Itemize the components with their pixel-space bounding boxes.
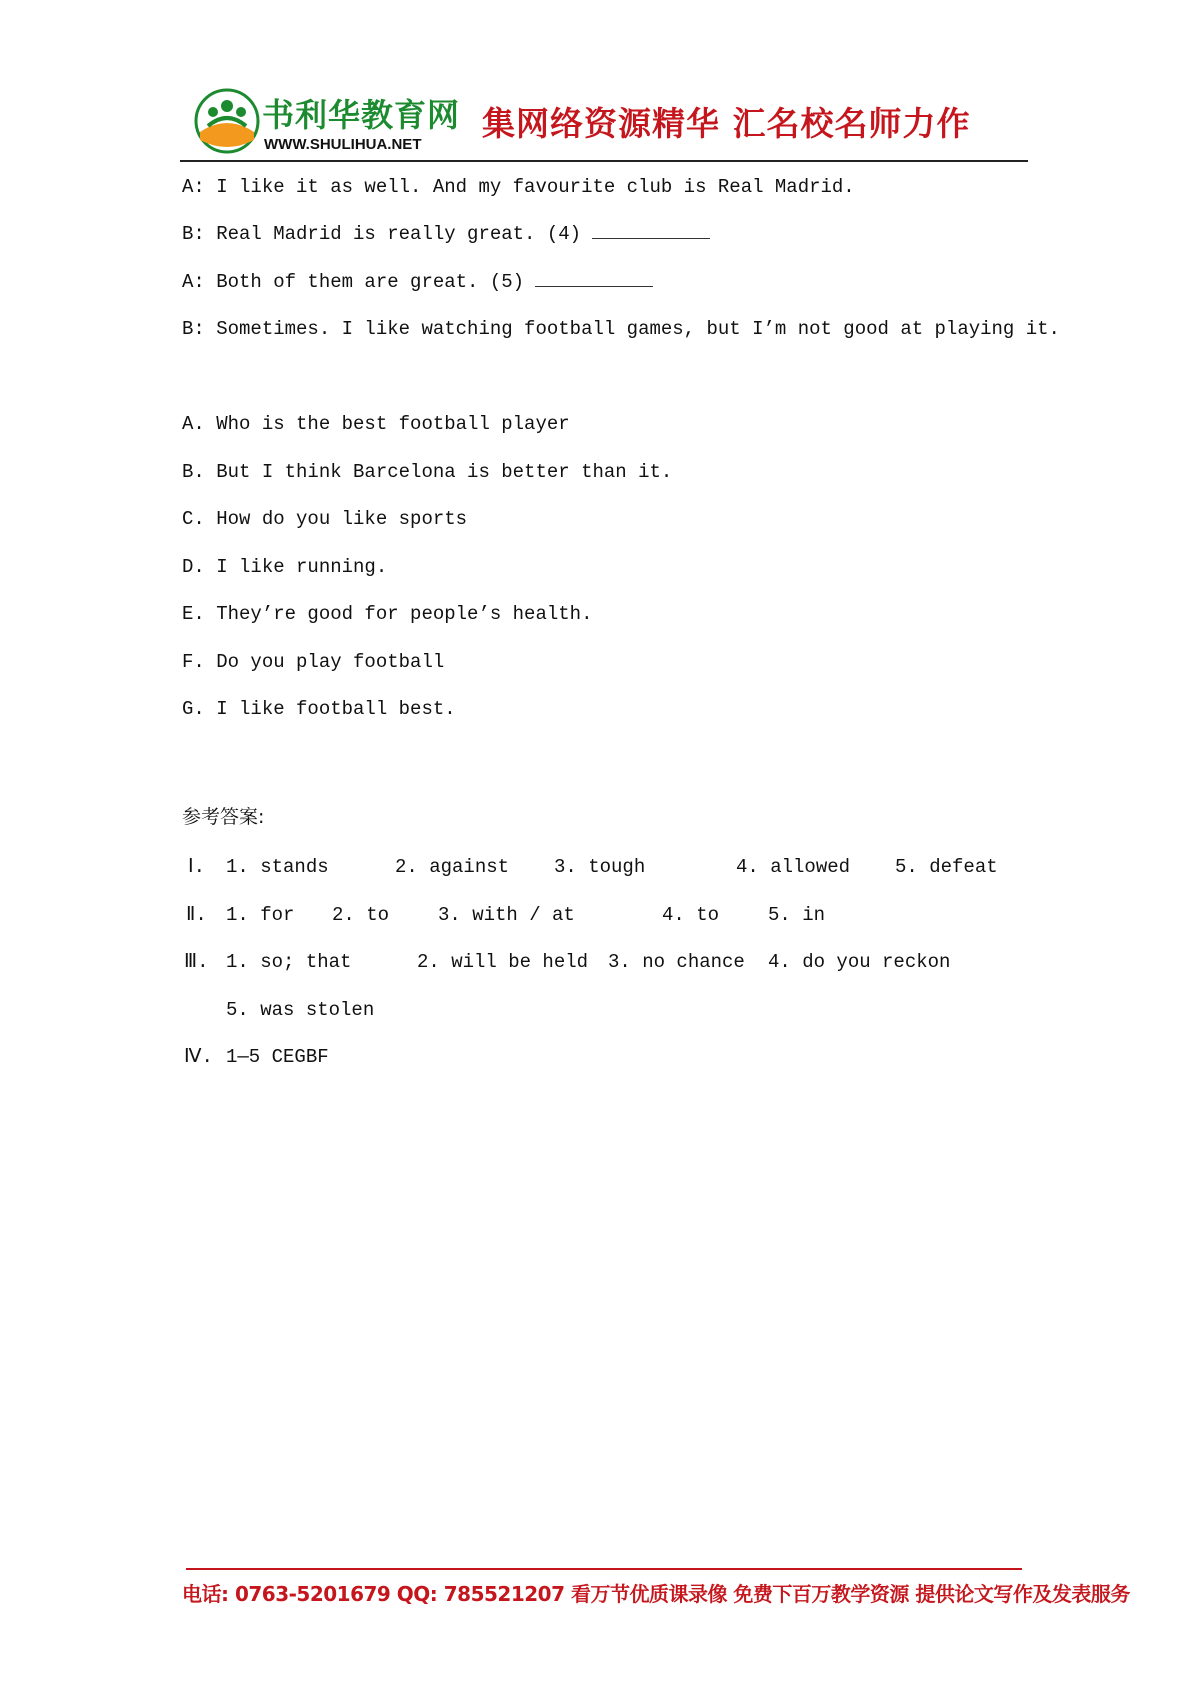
answer-item: 2. against [395,856,510,878]
answers-title: 参考答案: [182,806,265,828]
section-label: Ⅰ. [188,856,206,878]
answer-item: 1—5 CEGBF [226,1046,329,1068]
answer-item: 1. stands [226,856,329,878]
section-label: Ⅲ. [184,951,209,973]
answer-item: 5. defeat [895,856,998,878]
option-f: F. Do you play football [182,651,445,673]
answers-section-3-continued [182,999,375,1043]
option-g: G. I like football best. [182,698,456,720]
answer-blank-5[interactable] [535,272,653,287]
site-header [180,84,1030,164]
brand-name: 书利华教育网 [262,96,461,134]
answer-item: 1. so; that [226,951,352,973]
footer-divider [186,1568,1022,1570]
answer-item: 2. to [332,904,390,926]
brand-url: WWW.SHULIHUA.NET [264,136,422,153]
dialogue-line: B: Real Madrid is really great. (4) [182,223,710,245]
section-label: Ⅳ. [184,1046,213,1068]
header-slogan: 集网络资源精华 汇名校名师力作 [482,104,971,143]
answers-section-4 [182,1046,329,1112]
option-c: C. How do you like sports [182,508,468,530]
answer-item: 5. in [768,904,826,926]
section-label: Ⅱ. [186,904,207,926]
answer-item: 5. was stolen [226,999,375,1021]
option-e: E. They’re good for people’s health. [182,603,593,625]
dialogue-line: A: I like it as well. And my favourite club is Real Madrid. [182,176,855,198]
answer-item: 3. with / at [438,904,575,926]
header-divider [180,160,1028,162]
dialogue-line: A: Both of them are great. (5) [182,271,653,293]
answer-item: 3. no chance [608,951,745,973]
logo-icon [194,88,260,154]
answer-blank-4[interactable] [592,224,710,239]
answer-item: 3. tough [554,856,646,878]
answer-item: 2. will be held [417,951,589,973]
option-b: B. But I think Barcelona is better than it. [182,461,673,483]
option-d: D. I like running. [182,556,388,578]
answer-item: 4. to [662,904,720,926]
option-a: A. Who is the best football player [182,413,570,435]
answer-item: 4. do you reckon [768,951,951,973]
answer-item: 4. allowed [736,856,851,878]
dialogue-line: B: Sometimes. I like watching football games, but I’m not good at playing it. [182,318,1060,340]
answer-item: 1. for [226,904,295,926]
footer-contact: 电话: 0763-5201679 QQ: 785521207 看万节优质课录像 免费下百万教学资源 提供论文写作及发表服务 [182,1582,1130,1606]
